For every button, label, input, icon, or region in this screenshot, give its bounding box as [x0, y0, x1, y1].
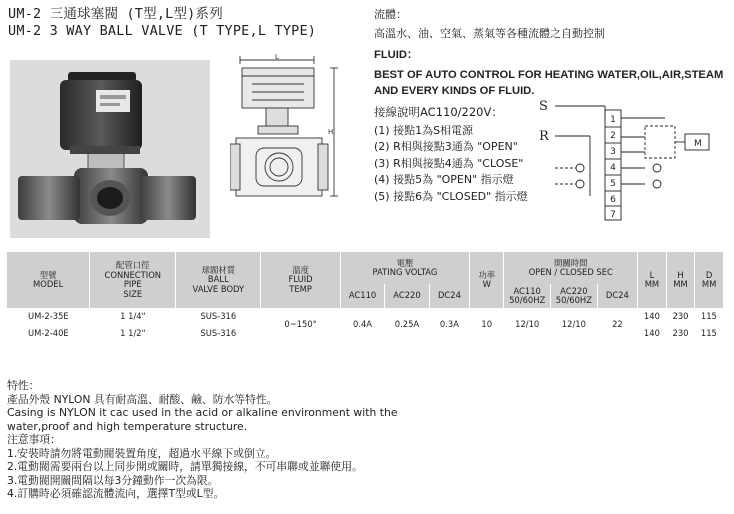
cell-h: 230 [666, 308, 695, 325]
header-time-ac110: AC110 50/60HZ [504, 284, 551, 308]
cell-pipe: 1 1/4" [90, 308, 176, 325]
dim-label-l: L [275, 54, 279, 61]
table-header-row [7, 252, 723, 284]
cell-body: SUS-316 [176, 325, 261, 342]
valve-photo-image [10, 60, 210, 238]
terminal-3: 3 [610, 147, 616, 157]
header-pipe-size: 配管口徑 CONNECTION PIPE SIZE [90, 252, 176, 308]
header-ac110: AC110 [340, 284, 384, 308]
dim-label-h: H [328, 128, 334, 136]
cell-d: 115 [695, 325, 723, 342]
caution-title: 注意事項： [7, 433, 61, 446]
wiring-schematic-diagram [535, 96, 727, 226]
spec-table [7, 252, 723, 342]
dimension-drawing-image [230, 54, 340, 224]
terminal-5: 5 [610, 179, 616, 189]
wiring-item: (4) 接點5為 "OPEN" 指示燈 [374, 173, 514, 186]
table-row [7, 308, 723, 325]
cell-l: 140 [638, 308, 667, 325]
cell-pipe: 1 1/2" [90, 325, 176, 342]
header-voltage: 電壓 PATING VOLTAG [340, 252, 469, 284]
cell-model: UM-2-35E [7, 308, 90, 325]
notes-section [7, 379, 427, 501]
cell-time-ac110: 12/10 [504, 308, 551, 342]
fluid-cn-label: 流體： [374, 8, 407, 21]
wiring-title: 接線說明AC110/220V： [374, 105, 503, 119]
feature-en-2: water,proof and high temperature structure. [7, 419, 248, 433]
header-l: L MM [638, 252, 667, 308]
wiring-item: (5) 接點6為 "CLOSED" 指示燈 [374, 189, 528, 203]
terminal-2: 2 [610, 131, 616, 141]
title-english: UM-2 3 WAY BALL VALVE (T TYPE,L TYPE) [8, 23, 317, 39]
cell-d: 115 [695, 308, 723, 325]
cell-time-dc24: 22 [597, 308, 637, 342]
wiring-section [374, 104, 528, 205]
feature-title: 特性： [7, 379, 40, 392]
cell-power: 10 [470, 308, 504, 342]
title-block [8, 6, 316, 40]
header-model: 型號 MODEL [7, 252, 90, 308]
header-d: D MM [695, 252, 723, 308]
header-body-material: 球閥材質 BALL VALVE BODY [176, 252, 261, 308]
terminal-1: 1 [610, 115, 616, 125]
header-fluid-temp: 溫度 FLUID TEMP [261, 252, 340, 308]
cell-l: 140 [638, 325, 667, 342]
cell-h: 230 [666, 325, 695, 342]
product-photo [10, 60, 210, 238]
feature-cn: 產品外殼 NYLON 具有耐高溫、耐酸、鹼、防水等特性。 [7, 392, 278, 406]
fluid-en-text-2: AND EVERY KINDS OF FLUID. [374, 85, 535, 97]
caution-item: 2.電動閥需要兩台以上同步開或關時，請單獨接線，不可串聯或並聯使用。 [7, 460, 363, 473]
header-ac220: AC220 [385, 284, 429, 308]
header-open-close-time: 開關時間 OPEN / CLOSED SEC [504, 252, 638, 284]
cell-time-ac220: 12/10 [551, 308, 598, 342]
wiring-item: (3) R相與接點4通為 "CLOSE" [374, 156, 524, 170]
cell-ac220: 0.25A [385, 308, 429, 342]
cell-temp: 0~150° [261, 308, 340, 342]
schematic-s-label: S [539, 99, 548, 114]
title-chinese: UM-2 三通球塞閥 (T型,L型)系列 [8, 6, 223, 22]
caution-item: 1.安裝時請勿將電動閥裝置角度，超過水平線下或倒立。 [7, 446, 277, 460]
header-time-dc24: DC24 [597, 284, 637, 308]
feature-en-1: Casing is NYLON it cac used in the acid or alkaline environment with the [7, 406, 398, 419]
fluid-en-label: FLUID： [374, 49, 419, 61]
wiring-schematic [535, 96, 727, 226]
header-h: H MM [666, 252, 695, 308]
terminal-6: 6 [610, 195, 616, 205]
caution-item: 4.訂購時必須確認流體流向，選擇T型或L型。 [7, 487, 225, 500]
fluid-section [374, 6, 723, 99]
cell-model: UM-2-40E [7, 325, 90, 342]
header-time-ac220: AC220 50/60HZ [551, 284, 598, 308]
motor-label: M [694, 139, 702, 149]
wiring-item: (1) 接點1為S相電源 [374, 123, 474, 137]
fluid-cn-text: 高溫水、油、空氣、蒸氣等各種流體之自動控制 [374, 27, 605, 40]
caution-item: 3.電動閥開關間隔以每3分鐘動作一次為限。 [7, 473, 219, 487]
terminal-7: 7 [610, 210, 616, 220]
schematic-r-label: R [539, 129, 549, 144]
cell-ac110: 0.4A [340, 308, 384, 342]
wiring-item: (2) R相與接點3通為 "OPEN" [374, 140, 518, 153]
header-power: 功率 W [470, 252, 504, 308]
header-dc24: DC24 [429, 284, 469, 308]
terminal-4: 4 [610, 163, 616, 173]
cell-dc24: 0.3A [429, 308, 469, 342]
fluid-en-text-1: BEST OF AUTO CONTROL FOR HEATING WATER,OIL,AIR,STEAM [374, 69, 724, 81]
cell-body: SUS-316 [176, 308, 261, 325]
valve-dimension-drawing [230, 54, 340, 224]
